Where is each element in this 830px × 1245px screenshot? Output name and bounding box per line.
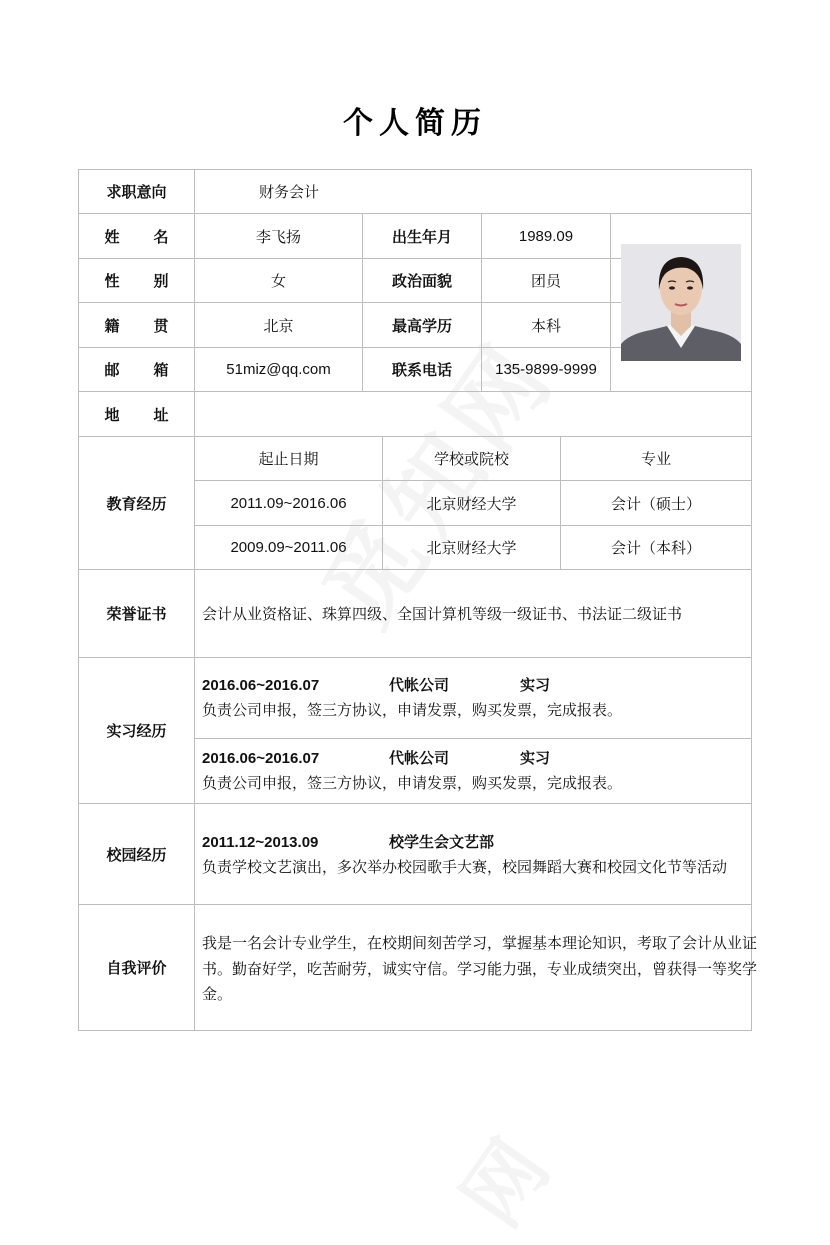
job-intention-label: 求职意向 — [106, 184, 167, 201]
phone-label: 联系电话 — [391, 362, 452, 379]
campus-label: 校园经历 — [106, 846, 167, 864]
internship-1-org: 代帐公司 — [389, 677, 450, 694]
name-value: 李飞扬 — [255, 228, 301, 246]
internship-1-desc: 负责公司申报，签三方协议，申请发票，购买发票，完成报表。 — [202, 702, 623, 719]
address-label: 地 址 — [104, 406, 169, 424]
education-header-date: 起止日期 — [258, 451, 319, 468]
campus-date: 2011.12~2013.09 — [202, 834, 319, 851]
degree-value: 本科 — [530, 317, 561, 335]
education-row-2-date: 2009.09~2011.06 — [230, 539, 347, 556]
internship-label: 实习经历 — [106, 723, 167, 740]
education-header-major: 专业 — [640, 451, 671, 468]
honors-label: 荣誉证书 — [106, 606, 167, 623]
self-evaluation-label: 自我评价 — [106, 960, 167, 977]
page-title: 个人简历 — [343, 106, 487, 141]
email-label: 邮 箱 — [104, 362, 169, 379]
education-label: 教育经历 — [106, 495, 167, 513]
politics-value: 团员 — [530, 273, 561, 290]
internship-1-date: 2016.06~2016.07 — [202, 677, 320, 694]
internship-2-org: 代帐公司 — [389, 750, 450, 767]
degree-label: 最高学历 — [391, 317, 452, 335]
education-row-2-major: 会计（本科） — [610, 540, 701, 557]
internship-2-desc: 负责公司申报，签三方协议，申请发票，购买发票，完成报表。 — [202, 775, 623, 792]
phone-value: 135-9899-9999 — [495, 361, 597, 378]
self-evaluation-line-1: 我是一名会计专业学生，在校期间刻苦学习，掌握基本理论知识，考取了会计从业证 — [202, 935, 758, 952]
gender-value: 女 — [270, 273, 286, 290]
education-row-2-school: 北京财经大学 — [426, 540, 517, 557]
name-label: 姓 名 — [104, 228, 169, 246]
education-header-school: 学校或院校 — [433, 451, 509, 468]
gender-label: 性 别 — [104, 273, 169, 290]
education-row-1-major: 会计（硕士） — [610, 495, 701, 513]
education-row-1-school: 北京财经大学 — [426, 495, 517, 513]
watermark-bottom — [430, 1015, 610, 1225]
education-row-1-date: 2011.09~2016.06 — [230, 494, 347, 512]
origin-value: 北京 — [263, 317, 294, 335]
politics-label: 政治面貌 — [391, 273, 452, 290]
birth-label: 出生年月 — [391, 228, 452, 246]
birth-value: 1989.09 — [518, 227, 574, 245]
job-intention-value: 财务会计 — [259, 184, 320, 201]
address-value — [205, 392, 745, 436]
self-evaluation-line-3: 金。 — [202, 986, 233, 1003]
profile-photo — [621, 244, 741, 361]
person-portrait-icon — [621, 244, 741, 361]
internship-2-role: 实习 — [520, 750, 551, 767]
internship-2-date: 2016.06~2016.07 — [202, 750, 320, 767]
self-evaluation-line-2: 书。勤奋好学，吃苦耐劳，诚实守信。学习能力强，专业成绩突出，曾获得一等奖学 — [202, 961, 758, 978]
honors-text: 会计从业资格证、珠算四级、全国计算机等级一级证书、书法证二级证书 — [202, 606, 683, 623]
campus-org: 校学生会文艺部 — [389, 834, 495, 851]
origin-label: 籍 贯 — [104, 317, 169, 335]
campus-desc: 负责学校文艺演出，多次举办校园歌手大赛，校园舞蹈大赛和校园文化节等活动 — [202, 859, 728, 876]
internship-1-role: 实习 — [520, 677, 551, 694]
email-value: 51miz@qq.com — [226, 361, 331, 378]
